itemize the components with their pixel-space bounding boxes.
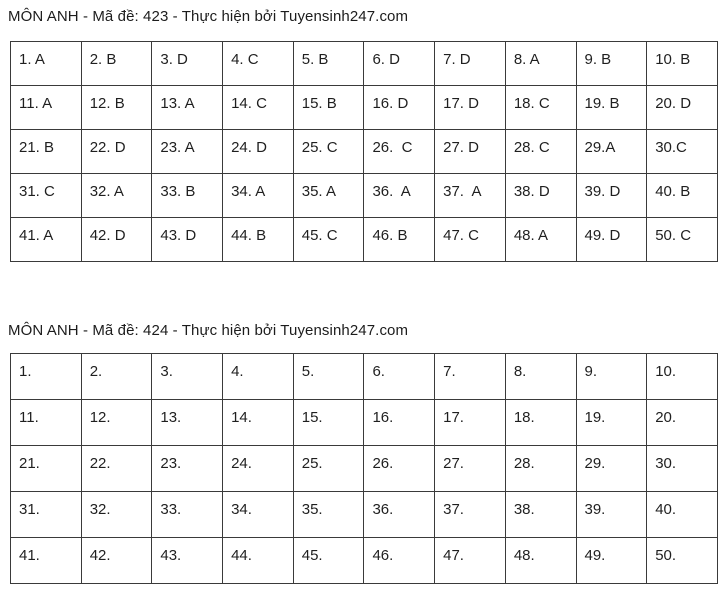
- answer-cell: 18. C: [505, 86, 576, 130]
- answer-cell: 10.: [647, 354, 718, 400]
- answer-cell: 3.: [152, 354, 223, 400]
- answer-cell: 6. D: [364, 42, 435, 86]
- answer-cell: 39.: [576, 492, 647, 538]
- answer-cell: 44. B: [223, 218, 294, 262]
- answer-cell: 24. D: [223, 130, 294, 174]
- answer-key-title-424: MÔN ANH - Mã đề: 424 - Thực hiện bởi Tuyensinh247.com: [8, 322, 409, 339]
- answer-cell: 35. A: [293, 174, 364, 218]
- answer-cell: 8. A: [505, 42, 576, 86]
- answer-cell: 30.: [647, 446, 718, 492]
- answer-cell: 32. A: [81, 174, 152, 218]
- answer-cell: 44.: [223, 538, 294, 584]
- answer-cell: 25.: [293, 446, 364, 492]
- answer-cell: 28. C: [505, 130, 576, 174]
- answer-cell: 21.: [11, 446, 82, 492]
- answer-cell: 3. D: [152, 42, 223, 86]
- answer-cell: 8.: [505, 354, 576, 400]
- answer-cell: 31. C: [11, 174, 82, 218]
- answer-cell: 47. C: [435, 218, 506, 262]
- answer-cell: 35.: [293, 492, 364, 538]
- answer-cell: 5.: [293, 354, 364, 400]
- answer-cell: 11. A: [11, 86, 82, 130]
- answer-cell: 33.: [152, 492, 223, 538]
- answer-cell: 7. D: [435, 42, 506, 86]
- answer-cell: 38. D: [505, 174, 576, 218]
- answer-cell: 9.: [576, 354, 647, 400]
- answer-cell: 5. B: [293, 42, 364, 86]
- answer-cell: 33. B: [152, 174, 223, 218]
- answer-cell: 23.: [152, 446, 223, 492]
- answer-cell: 38.: [505, 492, 576, 538]
- answer-cell: 31.: [11, 492, 82, 538]
- answer-cell: 17.: [435, 400, 506, 446]
- answer-row: [11, 538, 718, 584]
- answer-cell: 17. D: [435, 86, 506, 130]
- answer-row: [11, 400, 718, 446]
- answer-cell: 37. A: [435, 174, 506, 218]
- answer-cell: 39. D: [576, 174, 647, 218]
- answer-cell: 1. A: [11, 42, 82, 86]
- answer-cell: 14.: [223, 400, 294, 446]
- answer-cell: 22.: [81, 446, 152, 492]
- answer-row: [11, 446, 718, 492]
- answer-cell: 45.: [293, 538, 364, 584]
- answer-cell: 4. C: [223, 42, 294, 86]
- answer-cell: 29.A: [576, 130, 647, 174]
- answer-cell: 20.: [647, 400, 718, 446]
- answer-cell: 30.C: [647, 130, 718, 174]
- answer-key-title-423: MÔN ANH - Mã đề: 423 - Thực hiện bởi Tuyensinh247.com: [8, 8, 409, 25]
- answer-cell: 6.: [364, 354, 435, 400]
- answer-cell: 15. B: [293, 86, 364, 130]
- answer-cell: 45. C: [293, 218, 364, 262]
- answer-cell: 25. C: [293, 130, 364, 174]
- answer-cell: 2.: [81, 354, 152, 400]
- answer-cell: 43. D: [152, 218, 223, 262]
- answer-cell: 19. B: [576, 86, 647, 130]
- answer-cell: 46.: [364, 538, 435, 584]
- answer-cell: 15.: [293, 400, 364, 446]
- answer-cell: 13.: [152, 400, 223, 446]
- answer-cell: 14. C: [223, 86, 294, 130]
- answer-cell: 46. B: [364, 218, 435, 262]
- answer-row: [11, 130, 718, 174]
- answer-cell: 16.: [364, 400, 435, 446]
- answer-cell: 24.: [223, 446, 294, 492]
- answer-cell: 28.: [505, 446, 576, 492]
- answer-row: [11, 492, 718, 538]
- answer-cell: 2. B: [81, 42, 152, 86]
- answer-row: [11, 218, 718, 262]
- answer-row: [11, 354, 718, 400]
- answer-cell: 32.: [81, 492, 152, 538]
- answer-cell: 9. B: [576, 42, 647, 86]
- answer-cell: 26. C: [364, 130, 435, 174]
- answer-cell: 34.: [223, 492, 294, 538]
- answer-cell: 29.: [576, 446, 647, 492]
- answer-table-423: [10, 41, 718, 262]
- answer-cell: 21. B: [11, 130, 82, 174]
- answer-cell: 1.: [11, 354, 82, 400]
- answer-cell: 48. A: [505, 218, 576, 262]
- answer-cell: 27.: [435, 446, 506, 492]
- answer-cell: 43.: [152, 538, 223, 584]
- answer-cell: 47.: [435, 538, 506, 584]
- answer-key-page: [8, 8, 718, 584]
- answer-cell: 19.: [576, 400, 647, 446]
- answer-cell: 40.: [647, 492, 718, 538]
- answer-cell: 41.: [11, 538, 82, 584]
- answer-cell: 50. C: [647, 218, 718, 262]
- answer-cell: 13. A: [152, 86, 223, 130]
- answer-cell: 18.: [505, 400, 576, 446]
- answer-row: [11, 174, 718, 218]
- answer-row: [11, 86, 718, 130]
- answer-cell: 41. A: [11, 218, 82, 262]
- answer-cell: 22. D: [81, 130, 152, 174]
- answer-cell: 36. A: [364, 174, 435, 218]
- answer-cell: 42. D: [81, 218, 152, 262]
- answer-cell: 48.: [505, 538, 576, 584]
- answer-cell: 36.: [364, 492, 435, 538]
- answer-cell: 12. B: [81, 86, 152, 130]
- answer-cell: 11.: [11, 400, 82, 446]
- answer-cell: 49. D: [576, 218, 647, 262]
- answer-cell: 10. B: [647, 42, 718, 86]
- answer-cell: 50.: [647, 538, 718, 584]
- answer-table-424: [10, 353, 718, 584]
- answer-cell: 34. A: [223, 174, 294, 218]
- answer-cell: 23. A: [152, 130, 223, 174]
- answer-cell: 40. B: [647, 174, 718, 218]
- answer-cell: 26.: [364, 446, 435, 492]
- answer-cell: 4.: [223, 354, 294, 400]
- answer-row: [11, 42, 718, 86]
- answer-cell: 12.: [81, 400, 152, 446]
- answer-cell: 37.: [435, 492, 506, 538]
- answer-cell: 7.: [435, 354, 506, 400]
- answer-cell: 27. D: [435, 130, 506, 174]
- answer-cell: 16. D: [364, 86, 435, 130]
- answer-cell: 42.: [81, 538, 152, 584]
- answer-cell: 20. D: [647, 86, 718, 130]
- answer-cell: 49.: [576, 538, 647, 584]
